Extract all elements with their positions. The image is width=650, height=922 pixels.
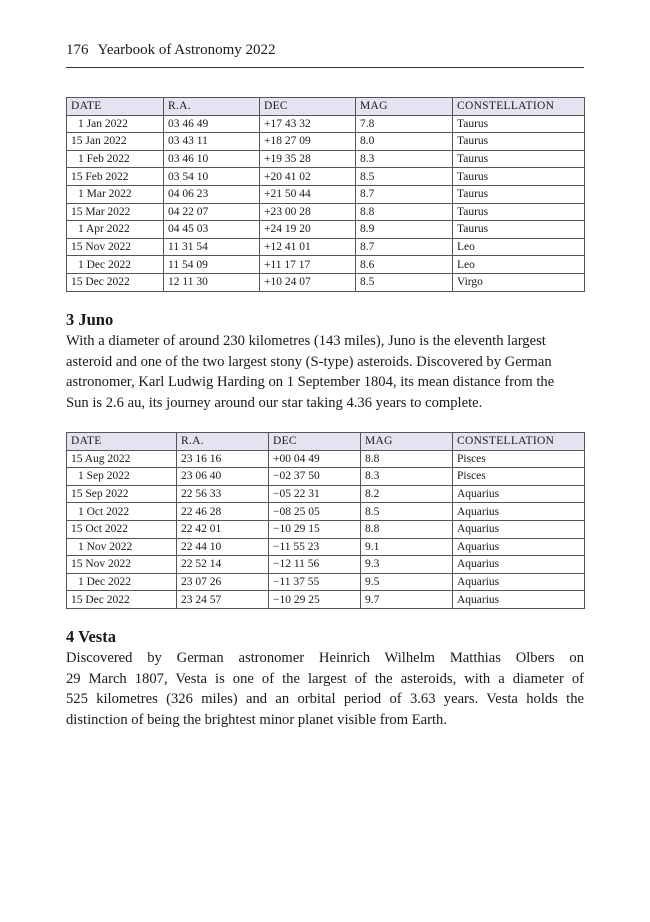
cell-constellation: Aquarius bbox=[453, 556, 585, 574]
cell-constellation: Aquarius bbox=[453, 520, 585, 538]
cell-constellation: Taurus bbox=[453, 133, 585, 151]
cell-dec: +20 41 02 bbox=[260, 168, 356, 186]
table-row bbox=[67, 133, 585, 151]
cell-constellation: Aquarius bbox=[453, 591, 585, 609]
cell-constellation: Pisces bbox=[453, 468, 585, 486]
cell-constellation: Aquarius bbox=[453, 503, 585, 521]
cell-date: 15 Feb 2022 bbox=[67, 168, 164, 186]
cell-date: 1 Jan 2022 bbox=[67, 115, 164, 133]
cell-date: 1 Apr 2022 bbox=[67, 221, 164, 239]
paragraph-line: astronomer, Karl Ludwig Harding on 1 September 1804, its mean distance from the bbox=[66, 374, 555, 391]
column-header-dec: DEC bbox=[269, 433, 361, 451]
paragraph-line: Discovered by German astronomer Heinrich Wilhelm Matthias Olbers on bbox=[66, 650, 584, 666]
cell-mag: 9.1 bbox=[361, 538, 453, 556]
column-header-constellation: CONSTELLATION bbox=[453, 98, 585, 116]
cell-mag: 8.6 bbox=[356, 256, 453, 274]
table-header-row bbox=[67, 433, 585, 451]
cell-mag: 8.5 bbox=[356, 273, 453, 291]
cell-date: 1 Sep 2022 bbox=[67, 468, 177, 486]
table-row bbox=[67, 538, 585, 556]
cell-mag: 8.7 bbox=[356, 238, 453, 256]
cell-mag: 9.3 bbox=[361, 556, 453, 574]
page-number: 176 bbox=[66, 42, 89, 58]
juno-description bbox=[66, 331, 584, 414]
cell-constellation: Aquarius bbox=[453, 485, 585, 503]
cell-date: 15 Mar 2022 bbox=[67, 203, 164, 221]
table-row bbox=[67, 221, 585, 239]
table-row bbox=[67, 150, 585, 168]
column-header-constellation: CONSTELLATION bbox=[453, 433, 585, 451]
cell-ra: 04 45 03 bbox=[164, 221, 260, 239]
cell-ra: 23 24 57 bbox=[177, 591, 269, 609]
cell-constellation: Leo bbox=[453, 256, 585, 274]
column-header-dec: DEC bbox=[260, 98, 356, 116]
section-title-vesta: 4 Vesta bbox=[66, 627, 116, 646]
cell-constellation: Taurus bbox=[453, 115, 585, 133]
paragraph-line: distinction of being the brightest minor planet visible from Earth. bbox=[66, 712, 447, 729]
cell-constellation: Taurus bbox=[453, 185, 585, 203]
cell-date: 15 Jan 2022 bbox=[67, 133, 164, 151]
page-header bbox=[66, 40, 584, 68]
table-row bbox=[67, 168, 585, 186]
cell-mag: 9.5 bbox=[361, 573, 453, 591]
cell-dec: +10 24 07 bbox=[260, 273, 356, 291]
table-row bbox=[67, 520, 585, 538]
column-header-date: DATE bbox=[67, 98, 164, 116]
cell-date: 15 Nov 2022 bbox=[67, 556, 177, 574]
ceres-ephemeris-table bbox=[66, 97, 585, 292]
column-header-mag: MAG bbox=[356, 98, 453, 116]
cell-dec: +23 00 28 bbox=[260, 203, 356, 221]
cell-constellation: Aquarius bbox=[453, 538, 585, 556]
cell-mag: 8.8 bbox=[361, 450, 453, 468]
paragraph-line: With a diameter of around 230 kilometres (143 miles), Juno is the eleventh largest bbox=[66, 333, 546, 349]
column-header-ra: R.A. bbox=[177, 433, 269, 451]
paragraph-line: 29 March 1807, Vesta is one of the largest of the asteroids, with a diameter of bbox=[66, 670, 584, 687]
cell-constellation: Virgo bbox=[453, 273, 585, 291]
cell-ra: 11 31 54 bbox=[164, 238, 260, 256]
table-row bbox=[67, 203, 585, 221]
cell-ra: 03 43 11 bbox=[164, 133, 260, 151]
cell-dec: −05 22 31 bbox=[269, 485, 361, 503]
cell-mag: 8.5 bbox=[356, 168, 453, 186]
paragraph-line: Sun is 2.6 au, its journey around our star taking 4.36 years to complete. bbox=[66, 395, 483, 412]
cell-mag: 7.8 bbox=[356, 115, 453, 133]
cell-dec: −12 11 56 bbox=[269, 556, 361, 574]
cell-ra: 04 22 07 bbox=[164, 203, 260, 221]
cell-dec: −08 25 05 bbox=[269, 503, 361, 521]
cell-mag: 8.9 bbox=[356, 221, 453, 239]
column-header-ra: R.A. bbox=[164, 98, 260, 116]
cell-date: 15 Oct 2022 bbox=[67, 520, 177, 538]
table-row bbox=[67, 591, 585, 609]
cell-dec: −10 29 15 bbox=[269, 520, 361, 538]
cell-constellation: Leo bbox=[453, 238, 585, 256]
section-title-juno: 3 Juno bbox=[66, 310, 114, 329]
cell-ra: 04 06 23 bbox=[164, 185, 260, 203]
cell-dec: +18 27 09 bbox=[260, 133, 356, 151]
cell-date: 15 Aug 2022 bbox=[67, 450, 177, 468]
column-header-date: DATE bbox=[67, 433, 177, 451]
cell-ra: 22 42 01 bbox=[177, 520, 269, 538]
column-header-mag: MAG bbox=[361, 433, 453, 451]
cell-dec: +24 19 20 bbox=[260, 221, 356, 239]
cell-dec: +11 17 17 bbox=[260, 256, 356, 274]
cell-mag: 8.2 bbox=[361, 485, 453, 503]
cell-constellation: Taurus bbox=[453, 203, 585, 221]
cell-constellation: Aquarius bbox=[453, 573, 585, 591]
table-row bbox=[67, 115, 585, 133]
cell-dec: +19 35 28 bbox=[260, 150, 356, 168]
cell-dec: −11 37 55 bbox=[269, 573, 361, 591]
cell-dec: −10 29 25 bbox=[269, 591, 361, 609]
cell-date: 1 Nov 2022 bbox=[67, 538, 177, 556]
cell-ra: 22 56 33 bbox=[177, 485, 269, 503]
table-row bbox=[67, 256, 585, 274]
cell-date: 15 Dec 2022 bbox=[67, 273, 164, 291]
table-header-row bbox=[67, 98, 585, 116]
cell-constellation: Taurus bbox=[453, 168, 585, 186]
cell-ra: 22 46 28 bbox=[177, 503, 269, 521]
cell-dec: +17 43 32 bbox=[260, 115, 356, 133]
table-row bbox=[67, 238, 585, 256]
cell-ra: 03 54 10 bbox=[164, 168, 260, 186]
cell-ra: 23 16 16 bbox=[177, 450, 269, 468]
cell-ra: 03 46 49 bbox=[164, 115, 260, 133]
table-row bbox=[67, 273, 585, 291]
table-row bbox=[67, 185, 585, 203]
cell-constellation: Taurus bbox=[453, 221, 585, 239]
cell-mag: 8.3 bbox=[361, 468, 453, 486]
paragraph-line: asteroid and one of the two largest stony (S-type) asteroids. Discovered by German bbox=[66, 353, 552, 370]
cell-date: 1 Oct 2022 bbox=[67, 503, 177, 521]
cell-date: 1 Dec 2022 bbox=[67, 256, 164, 274]
cell-date: 15 Dec 2022 bbox=[67, 591, 177, 609]
cell-ra: 22 44 10 bbox=[177, 538, 269, 556]
table-row bbox=[67, 503, 585, 521]
cell-constellation: Pisces bbox=[453, 450, 585, 468]
cell-mag: 8.7 bbox=[356, 185, 453, 203]
cell-mag: 8.8 bbox=[356, 203, 453, 221]
cell-ra: 22 52 14 bbox=[177, 556, 269, 574]
table-row bbox=[67, 556, 585, 574]
cell-ra: 23 06 40 bbox=[177, 468, 269, 486]
cell-constellation: Taurus bbox=[453, 150, 585, 168]
cell-date: 1 Feb 2022 bbox=[67, 150, 164, 168]
table-row bbox=[67, 450, 585, 468]
cell-mag: 9.7 bbox=[361, 591, 453, 609]
cell-mag: 8.3 bbox=[356, 150, 453, 168]
cell-dec: +12 41 01 bbox=[260, 238, 356, 256]
cell-ra: 11 54 09 bbox=[164, 256, 260, 274]
cell-ra: 12 11 30 bbox=[164, 273, 260, 291]
cell-ra: 23 07 26 bbox=[177, 573, 269, 591]
cell-date: 15 Sep 2022 bbox=[67, 485, 177, 503]
paragraph-line: 525 kilometres (326 miles) and an orbital period of 3.63 years. Vesta holds the bbox=[66, 691, 584, 708]
table-row bbox=[67, 468, 585, 486]
cell-dec: −02 37 50 bbox=[269, 468, 361, 486]
cell-date: 1 Mar 2022 bbox=[67, 185, 164, 203]
juno-ephemeris-table bbox=[66, 432, 585, 609]
cell-dec: −11 55 23 bbox=[269, 538, 361, 556]
cell-date: 15 Nov 2022 bbox=[67, 238, 164, 256]
running-title: Yearbook of Astronomy 2022 bbox=[97, 42, 276, 58]
cell-dec: +00 04 49 bbox=[269, 450, 361, 468]
table-row bbox=[67, 485, 585, 503]
cell-ra: 03 46 10 bbox=[164, 150, 260, 168]
vesta-description bbox=[66, 648, 584, 731]
cell-mag: 8.5 bbox=[361, 503, 453, 521]
cell-dec: +21 50 44 bbox=[260, 185, 356, 203]
cell-mag: 8.0 bbox=[356, 133, 453, 151]
table-row bbox=[67, 573, 585, 591]
cell-mag: 8.8 bbox=[361, 520, 453, 538]
cell-date: 1 Dec 2022 bbox=[67, 573, 177, 591]
